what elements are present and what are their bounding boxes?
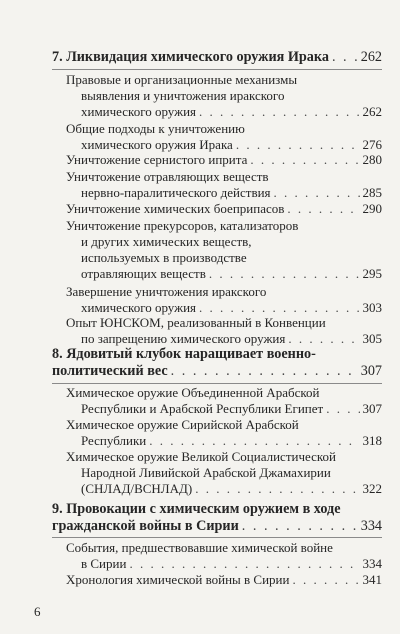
leader-dots bbox=[332, 49, 358, 66]
toc-entry bbox=[66, 540, 382, 572]
toc-entry bbox=[66, 572, 382, 588]
chapter-title-line: 8. Ядовитый клубок наращивает военно- bbox=[52, 346, 316, 362]
entry-page-number: 290 bbox=[362, 201, 382, 216]
chapter-title-last-line bbox=[52, 518, 382, 535]
entry-line: Правовые и организационные механизмы bbox=[66, 72, 298, 87]
entry-last-line bbox=[66, 433, 382, 449]
entry-text: Республики и Арабской Республики Египет bbox=[81, 401, 324, 416]
entry-last-line bbox=[66, 266, 382, 282]
leader-dots bbox=[195, 481, 359, 497]
chapter-title-text: 7. Ликвидация химического оружия Ирака bbox=[52, 49, 329, 65]
entry-text: нервно-паралитического действия bbox=[81, 185, 271, 200]
toc-entry bbox=[66, 72, 382, 120]
toc-entry bbox=[66, 121, 382, 153]
toc-entry bbox=[66, 315, 382, 347]
leader-dots bbox=[287, 201, 359, 217]
entry-line: Опыт ЮНСКОМ, реализованный в Конвенции bbox=[66, 315, 326, 330]
toc-entry bbox=[66, 284, 382, 316]
leader-dots bbox=[199, 104, 359, 120]
entry-line: и других химических веществ, bbox=[81, 234, 252, 249]
entry-page-number: 307 bbox=[362, 401, 382, 416]
chapter-page-number: 334 bbox=[360, 518, 382, 534]
entry-line: Уничтожение отравляющих веществ bbox=[66, 169, 269, 184]
entry-last-line bbox=[66, 104, 382, 120]
entry-line: Химическое оружие Объединенной Арабской bbox=[66, 385, 320, 400]
entry-page-number: 280 bbox=[362, 152, 382, 167]
entry-text: Уничтожение химических боеприпасов bbox=[66, 201, 285, 216]
entry-page-number: 303 bbox=[362, 300, 382, 315]
leader-dots bbox=[149, 433, 359, 449]
entry-line: Общие подходы к уничтожению bbox=[66, 121, 245, 136]
toc-entry bbox=[66, 169, 382, 201]
toc-entry bbox=[66, 449, 382, 497]
chapter-page-number: 262 bbox=[360, 49, 382, 65]
entry-line: выявления и уничтожения иракского bbox=[81, 88, 285, 103]
entry-text: химического оружия bbox=[81, 104, 197, 119]
leader-dots bbox=[326, 401, 359, 417]
chapter-title-last-line bbox=[52, 363, 382, 380]
entry-last-line bbox=[66, 201, 382, 217]
toc-entry bbox=[66, 152, 382, 168]
entry-line: используемых в производстве bbox=[81, 250, 247, 265]
entry-page-number: 322 bbox=[362, 481, 382, 496]
entry-text: отравляющих веществ bbox=[81, 266, 206, 281]
entry-line: Завершение уничтожения иракского bbox=[66, 284, 267, 299]
leader-dots bbox=[288, 331, 359, 347]
chapter-rule bbox=[52, 69, 382, 70]
leader-dots bbox=[250, 152, 359, 168]
entry-line: Химическое оружие Сирийской Арабской bbox=[66, 417, 299, 432]
entry-last-line bbox=[66, 300, 382, 316]
entry-last-line bbox=[66, 401, 382, 417]
toc-entry bbox=[66, 385, 382, 417]
entry-text: по запрещению химического оружия bbox=[81, 331, 286, 346]
chapter-rule bbox=[52, 383, 382, 384]
entry-line: Народной Ливийской Арабской Джамахирии bbox=[81, 465, 331, 480]
chapter-page-number: 307 bbox=[360, 363, 382, 379]
entry-page-number: 305 bbox=[362, 331, 382, 346]
entry-last-line bbox=[66, 556, 382, 572]
entry-line: Химическое оружие Великой Социалистической bbox=[66, 449, 336, 464]
leader-dots bbox=[129, 556, 359, 572]
chapter-title-text: гражданской войны в Сирии bbox=[52, 518, 239, 534]
entry-page-number: 318 bbox=[362, 433, 382, 448]
leader-dots bbox=[199, 300, 359, 316]
entry-text: Хронология химической войны в Сирии bbox=[66, 572, 290, 587]
entry-text: Уничтожение сернистого иприта bbox=[66, 152, 248, 167]
entry-last-line bbox=[66, 152, 382, 168]
entry-last-line bbox=[66, 481, 382, 497]
entry-page-number: 334 bbox=[362, 556, 382, 571]
entry-text: химического оружия Ирака bbox=[81, 137, 233, 152]
leader-dots bbox=[209, 266, 360, 282]
entry-last-line bbox=[66, 185, 382, 201]
chapter-heading bbox=[52, 346, 382, 380]
toc-entry bbox=[66, 218, 382, 282]
entry-page-number: 285 bbox=[362, 185, 382, 200]
leader-dots bbox=[242, 518, 358, 535]
page-number: 6 bbox=[34, 604, 41, 619]
leader-dots bbox=[171, 363, 358, 380]
entry-text: Республики bbox=[81, 433, 147, 448]
chapter-title-text: политический вес bbox=[52, 363, 168, 379]
chapter-rule bbox=[52, 537, 382, 538]
leader-dots bbox=[292, 572, 359, 588]
entry-page-number: 295 bbox=[362, 266, 382, 281]
chapter-heading bbox=[52, 49, 382, 66]
entry-text: химического оружия bbox=[81, 300, 197, 315]
entry-last-line bbox=[66, 137, 382, 153]
chapter-title-line bbox=[52, 49, 382, 66]
entry-page-number: 341 bbox=[362, 572, 382, 587]
chapter-title-line: 9. Провокации с химическим оружием в ходе bbox=[52, 501, 341, 517]
entry-page-number: 262 bbox=[362, 104, 382, 119]
toc-entry bbox=[66, 201, 382, 217]
leader-dots bbox=[274, 185, 360, 201]
entry-last-line bbox=[66, 572, 382, 588]
entry-line: Уничтожение прекурсоров, катализаторов bbox=[66, 218, 299, 233]
entry-text: (СНЛАД/ВСНЛАД) bbox=[81, 481, 193, 496]
entry-line: События, предшествовавшие химической войне bbox=[66, 540, 333, 555]
entry-page-number: 276 bbox=[362, 137, 382, 152]
entry-last-line bbox=[66, 331, 382, 347]
leader-dots bbox=[236, 137, 360, 153]
entry-text: в Сирии bbox=[81, 556, 127, 571]
chapter-heading bbox=[52, 501, 382, 535]
toc-entry bbox=[66, 417, 382, 449]
